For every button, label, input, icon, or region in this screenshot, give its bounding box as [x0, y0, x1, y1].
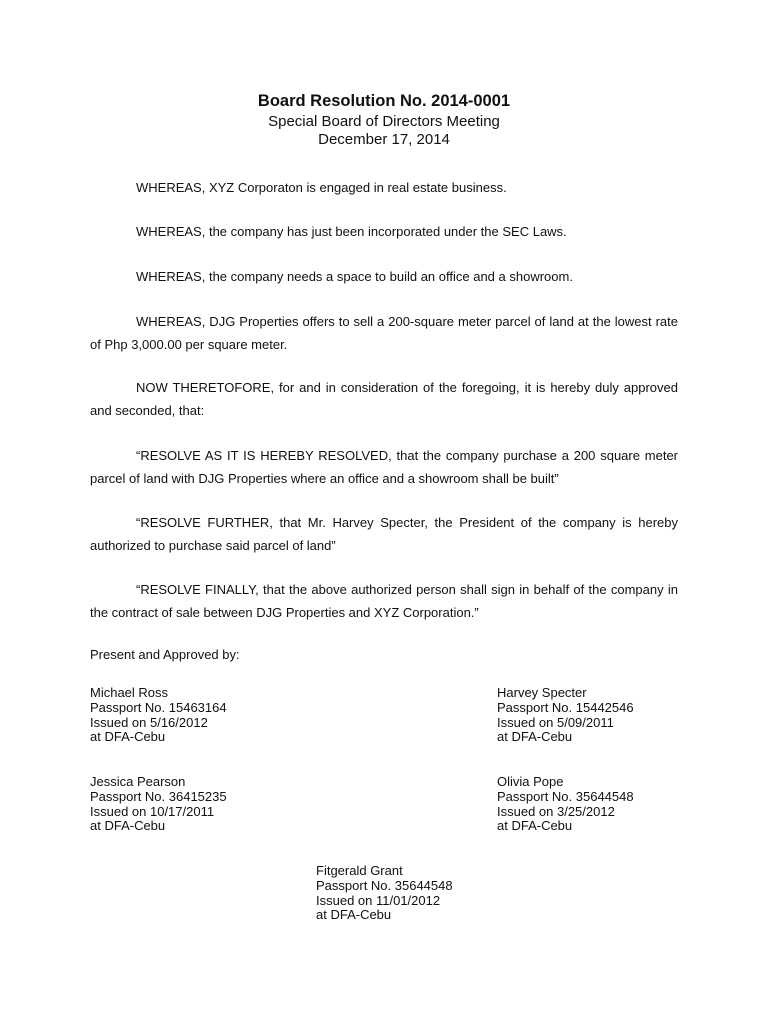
signatory-issued: Issued on 5/09/2011 — [497, 714, 614, 730]
resolution-title: Board Resolution No. 2014-0001 — [257, 92, 511, 110]
paragraph-resolve-1: “RESOLVE AS IT IS HEREBY RESOLVED, that the company purchase a 200 square meter parcel of land with DJG Properties where an office and a showroom shall be built” — [90, 448, 678, 486]
paragraph-now-therefore: NOW THERETOFORE, for and in consideration of the foregoing, it is hereby duly approved and seconded, that: — [90, 380, 678, 418]
signatory-passport: Passport No. 35644548 — [497, 788, 634, 804]
signatory-passport: Passport No. 35644548 — [316, 877, 453, 893]
signatory-place: at DFA-Cebu — [90, 818, 166, 834]
meeting-date: December 17, 2014 — [318, 131, 450, 148]
signatory-name: Fitgerald Grant — [316, 863, 403, 878]
signatory-name: Jessica Pearson — [90, 774, 186, 789]
signatory-place: at DFA-Cebu — [497, 818, 573, 834]
signatory-block — [90, 775, 227, 834]
paragraph-whereas-3: WHEREAS, the company needs a space to build an office and a showroom. — [136, 269, 573, 284]
signatory-issued: Issued on 3/25/2012 — [497, 803, 615, 819]
signatory-passport: Passport No. 15463164 — [90, 699, 227, 715]
signatory-issued: Issued on 5/16/2012 — [90, 714, 208, 730]
paragraph-whereas-2: WHEREAS, the company has just been incorporated under the SEC Laws. — [136, 224, 567, 239]
signatory-place: at DFA-Cebu — [90, 729, 166, 745]
signatory-issued: Issued on 11/01/2012 — [316, 892, 441, 908]
signatory-issued: Issued on 10/17/2011 — [90, 803, 215, 819]
signatory-passport: Passport No. 15442546 — [497, 699, 634, 715]
paragraph-whereas-1: WHEREAS, XYZ Corporaton is engaged in real estate business. — [136, 180, 507, 195]
signatory-block — [90, 686, 227, 745]
signatory-place: at DFA-Cebu — [316, 907, 392, 923]
signatory-name: Olivia Pope — [497, 774, 564, 789]
signatory-block — [497, 686, 634, 745]
signatory-passport: Passport No. 36415235 — [90, 788, 227, 804]
approved-label: Present and Approved by: — [90, 647, 240, 662]
meeting-subtitle: Special Board of Directors Meeting — [268, 113, 500, 130]
paragraph-resolve-finally: “RESOLVE FINALLY, that the above authorized person shall sign in behalf of the company in the contract of sale between DJG Properties and XYZ Corporation.” — [90, 582, 678, 620]
paragraph-resolve-further: “RESOLVE FURTHER, that Mr. Harvey Specter, the President of the company is hereby authorized to purchase said parcel of land” — [90, 515, 678, 553]
signatory-block — [497, 775, 634, 834]
paragraph-whereas-4: WHEREAS, DJG Properties offers to sell a 200-square meter parcel of land at the lowest rate of Php 3,000.00 per square meter. — [90, 314, 678, 352]
signatory-name: Harvey Specter — [497, 685, 587, 700]
signatory-place: at DFA-Cebu — [497, 729, 573, 745]
signatory-block — [316, 864, 453, 923]
signatory-name: Michael Ross — [90, 685, 169, 700]
